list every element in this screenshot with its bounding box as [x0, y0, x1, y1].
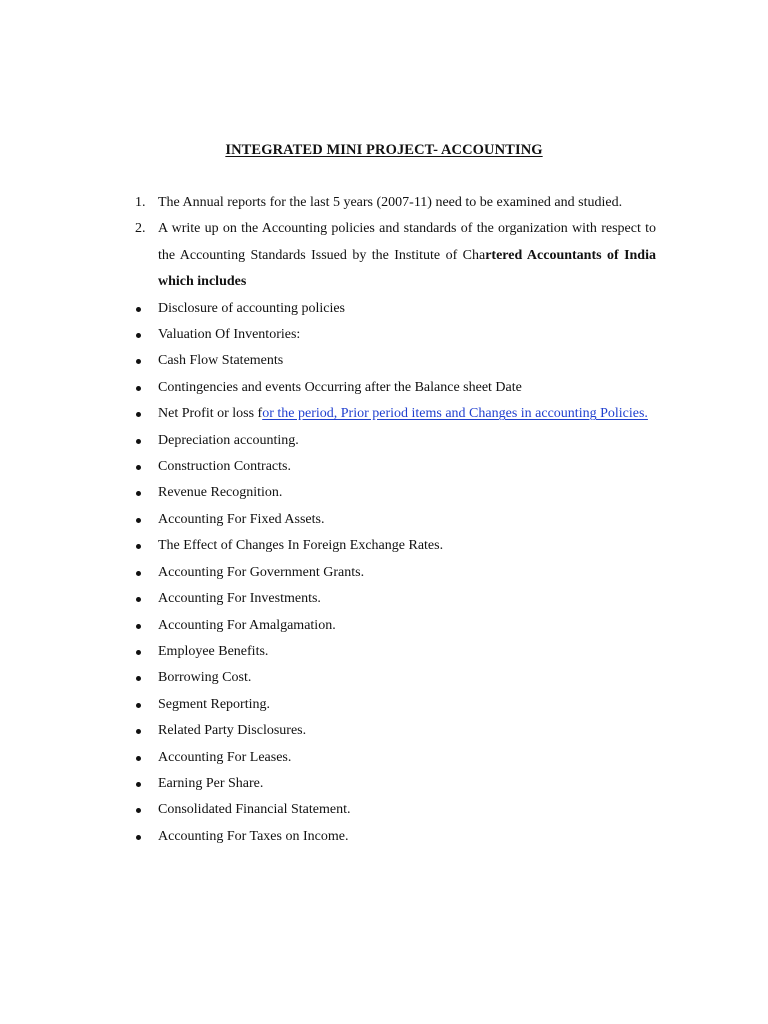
bullet-icon	[136, 518, 141, 523]
list-item	[132, 797, 656, 823]
list-item-text: Construction Contracts.	[158, 459, 291, 475]
list-item	[132, 665, 656, 691]
list-item-text: Accounting For Investments.	[158, 591, 321, 607]
list-item	[132, 507, 656, 533]
list-item-text: Accounting For Leases.	[158, 749, 292, 765]
bullet-icon	[136, 676, 141, 681]
item-text	[158, 216, 656, 295]
list-item-text: Consolidated Financial Statement.	[158, 802, 351, 818]
list-item-text: Accounting For Fixed Assets.	[158, 511, 325, 527]
list-item	[132, 639, 656, 665]
bullet-icon	[136, 650, 141, 655]
item-number: 1.	[135, 195, 146, 210]
bullet-icon	[136, 307, 141, 312]
document-body	[132, 190, 656, 850]
list-item	[132, 480, 656, 506]
item-text-plain: A write up on the Accounting policies and standards of the organization with respect to the Accounting Standards Issued by the Institute of Cha	[158, 221, 656, 263]
list-item	[132, 296, 656, 322]
item-text: The Annual reports for the last 5 years (2007-11) need to be examined and studied.	[158, 195, 623, 210]
list-item	[132, 375, 656, 401]
list-item-text: Disclosure of accounting policies	[158, 300, 346, 316]
list-item-text: Borrowing Cost.	[158, 670, 252, 686]
bullet-icon	[136, 624, 141, 629]
list-item	[132, 692, 656, 718]
list-item	[132, 401, 656, 427]
numbered-item-1	[132, 190, 656, 216]
list-item	[132, 428, 656, 454]
document-title: INTEGRATED MINI PROJECT- ACCOUNTING	[225, 142, 543, 158]
bullet-icon	[136, 729, 141, 734]
list-item	[132, 586, 656, 612]
list-item-text: Valuation Of Inventories:	[158, 327, 301, 343]
list-item-text: Contingencies and events Occurring after the Balance sheet Date	[158, 379, 522, 395]
list-item	[132, 613, 656, 639]
list-item	[132, 745, 656, 771]
bullet-icon	[136, 808, 141, 813]
list-item-text: Related Party Disclosures.	[158, 723, 307, 739]
bullet-icon	[136, 782, 141, 787]
list-item-text: Segment Reporting.	[158, 696, 270, 712]
list-item-text: Cash Flow Statements	[158, 353, 284, 369]
list-item-text: Employee Benefits.	[158, 643, 269, 659]
bullet-list	[132, 296, 656, 851]
bullet-icon	[136, 491, 141, 496]
bullet-icon	[136, 571, 141, 576]
bullet-icon	[136, 756, 141, 761]
hyperlink[interactable]: or the period, Prior period items and Changes in accounting Policies.	[262, 406, 648, 422]
numbered-item-2	[132, 216, 656, 295]
list-item	[132, 533, 656, 559]
bullet-icon	[136, 835, 141, 840]
bullet-icon	[136, 439, 141, 444]
list-item-text: Accounting For Taxes on Income.	[158, 828, 349, 844]
bullet-icon	[136, 703, 141, 708]
list-item-text: Revenue Recognition.	[158, 485, 283, 501]
item-number: 2.	[135, 221, 146, 237]
bullet-icon	[136, 386, 141, 391]
list-item-text-plain: Net Profit or loss f	[158, 406, 263, 422]
item-text-bold: rtered Accountants of India which includes	[158, 247, 656, 290]
list-item-text: Earning Per Share.	[158, 775, 264, 791]
list-item	[132, 560, 656, 586]
list-item	[132, 718, 656, 744]
list-item	[132, 454, 656, 480]
list-item-text: Accounting For Government Grants.	[158, 564, 365, 580]
list-item	[132, 771, 656, 797]
list-item	[132, 322, 656, 348]
list-item-text: Depreciation accounting.	[158, 432, 299, 448]
list-item-text: Accounting For Amalgamation.	[158, 617, 336, 633]
list-item-text: The Effect of Changes In Foreign Exchange Rates.	[158, 538, 444, 554]
bullet-icon	[136, 597, 141, 602]
list-item	[132, 348, 656, 374]
list-item	[132, 824, 656, 850]
bullet-icon	[136, 359, 141, 364]
bullet-icon	[136, 333, 141, 338]
bullet-icon	[136, 465, 141, 470]
bullet-icon	[136, 412, 141, 417]
bullet-icon	[136, 544, 141, 549]
